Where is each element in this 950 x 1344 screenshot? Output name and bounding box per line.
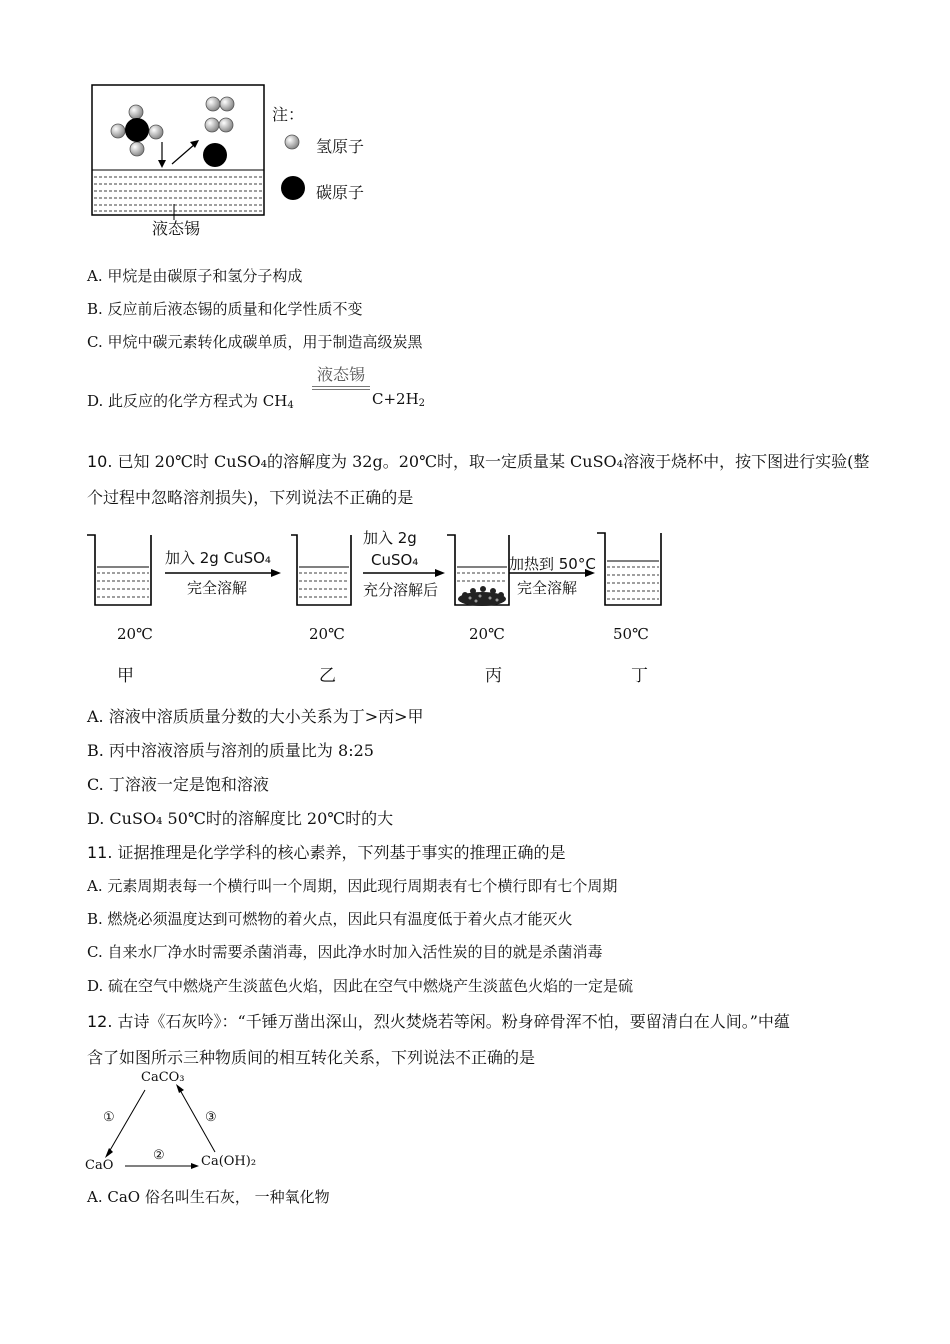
temp-ding: 50℃ bbox=[613, 625, 649, 643]
q9-figure bbox=[90, 82, 390, 242]
beaker-name-bing: 丙 bbox=[485, 666, 502, 686]
caoh2-label: Ca(OH)₂ bbox=[201, 1154, 257, 1169]
liquid-tin-label: 液态锡 bbox=[152, 219, 201, 238]
step3-label: ③ bbox=[205, 1110, 217, 1125]
methane-decomposition-diagram bbox=[90, 82, 390, 242]
q11-number: 11. bbox=[87, 843, 113, 862]
q9-option-b[interactable]: B. 反应前后液态锡的质量和化学性质不变 bbox=[87, 300, 363, 318]
arrow2-top-label-1: 加入 2g bbox=[363, 529, 417, 547]
caco3-label: CaCO₃ bbox=[141, 1070, 185, 1085]
note-label: 注： bbox=[272, 105, 305, 124]
q10-option-b[interactable]: B. 丙中溶液溶质与溶剂的质量比为 8:25 bbox=[87, 741, 374, 760]
arrow3-top-label: 加热到 50°C bbox=[509, 555, 596, 573]
q10-stem-line1 bbox=[87, 449, 869, 472]
arrow3-bottom-label: 完全溶解 bbox=[517, 579, 578, 597]
beaker-name-jia: 甲 bbox=[117, 666, 134, 686]
q12-stem-text1: 古诗《石灰吟》：“千锤万凿出深山，烈火焚烧若等闲。粉身碎骨浑不怕，要留清白在人间。”中蕴 bbox=[117, 1012, 790, 1031]
reaction-condition-label: 液态锡 bbox=[316, 365, 365, 384]
arrow1-bottom-label: 完全溶解 bbox=[187, 579, 248, 597]
q10-stem-line2: 个过程中忽略溶剂损失)，下列说法不正确的是 bbox=[87, 488, 414, 507]
q10-number: 10. bbox=[87, 452, 113, 471]
q9-option-d-sub: 4 bbox=[287, 400, 294, 411]
arrow2-bottom-label: 充分溶解后 bbox=[363, 581, 439, 599]
q10-stem-text1: 已知 20℃时 CuSO₄的溶解度为 32g。20℃时，取一定质量某 CuSO₄溶液于烧杯中，按下图进行实验(整 bbox=[117, 452, 870, 471]
temp-jia: 20℃ bbox=[117, 625, 153, 643]
q12-stem-line1 bbox=[87, 1009, 790, 1032]
condition-equals-line bbox=[312, 386, 370, 390]
beaker-name-ding: 丁 bbox=[631, 666, 648, 686]
q9-option-a[interactable]: A. 甲烷是由碳原子和氢分子构成 bbox=[87, 267, 303, 285]
q10-beaker-diagram bbox=[85, 525, 675, 685]
q11-option-d[interactable]: D. 硫在空气中燃烧产生淡蓝色火焰，因此在空气中燃烧产生淡蓝色火焰的一定是硫 bbox=[87, 977, 634, 995]
q11-option-a[interactable]: A. 元素周期表每一个横行叫一个周期，因此现行周期表有七个横行即有七个周期 bbox=[87, 877, 618, 895]
q11-stem bbox=[87, 840, 566, 863]
q12-number: 12. bbox=[87, 1012, 113, 1031]
q11-stem-text: 证据推理是化学学科的核心素养，下列基于事实的推理正确的是 bbox=[117, 843, 566, 862]
temp-bing: 20℃ bbox=[469, 625, 505, 643]
step2-label: ② bbox=[153, 1148, 165, 1163]
q9-option-d[interactable] bbox=[87, 390, 294, 411]
beaker-name-yi: 乙 bbox=[319, 666, 336, 686]
q9-option-d-product-sub: 2 bbox=[418, 398, 426, 409]
q10-option-d[interactable]: D. CuSO₄ 50℃时的溶解度比 20℃时的大 bbox=[87, 809, 394, 828]
q12-option-a[interactable]: A. CaO 俗名叫生石灰， 一种氧化物 bbox=[87, 1188, 330, 1206]
q9-option-d-prefix: D. 此反应的化学方程式为 CH bbox=[87, 392, 288, 410]
q12-stem-line2: 含了如图所示三种物质间的相互转化关系，下列说法不正确的是 bbox=[87, 1048, 536, 1067]
q11-option-b[interactable]: B. 燃烧必须温度达到可燃物的着火点，因此只有温度低于着火点才能灭火 bbox=[87, 910, 573, 928]
q9-option-d-product-text: C+2H bbox=[372, 390, 419, 408]
q9-option-d-product bbox=[372, 390, 425, 409]
carbon-atom-label: 碳原子 bbox=[316, 183, 365, 202]
step1-label: ① bbox=[103, 1110, 115, 1125]
q9-option-c[interactable]: C. 甲烷中碳元素转化成碳单质，用于制造高级炭黑 bbox=[87, 333, 423, 351]
temp-yi: 20℃ bbox=[309, 625, 345, 643]
hydrogen-atom-label: 氢原子 bbox=[316, 137, 365, 156]
reaction-condition bbox=[312, 362, 370, 390]
q10-option-c[interactable]: C. 丁溶液一定是饱和溶液 bbox=[87, 775, 269, 794]
arrow1-top-label: 加入 2g CuSO₄ bbox=[165, 549, 271, 567]
q11-option-c[interactable]: C. 自来水厂净水时需要杀菌消毒，因此净水时加入活性炭的目的就是杀菌消毒 bbox=[87, 943, 603, 961]
q10-option-a[interactable]: A. 溶液中溶质质量分数的大小关系为丁>丙>甲 bbox=[87, 707, 424, 726]
cao-label: CaO bbox=[85, 1158, 114, 1173]
arrow2-top-label-2: CuSO₄ bbox=[371, 551, 419, 569]
q12-conversion-diagram bbox=[85, 1068, 285, 1178]
